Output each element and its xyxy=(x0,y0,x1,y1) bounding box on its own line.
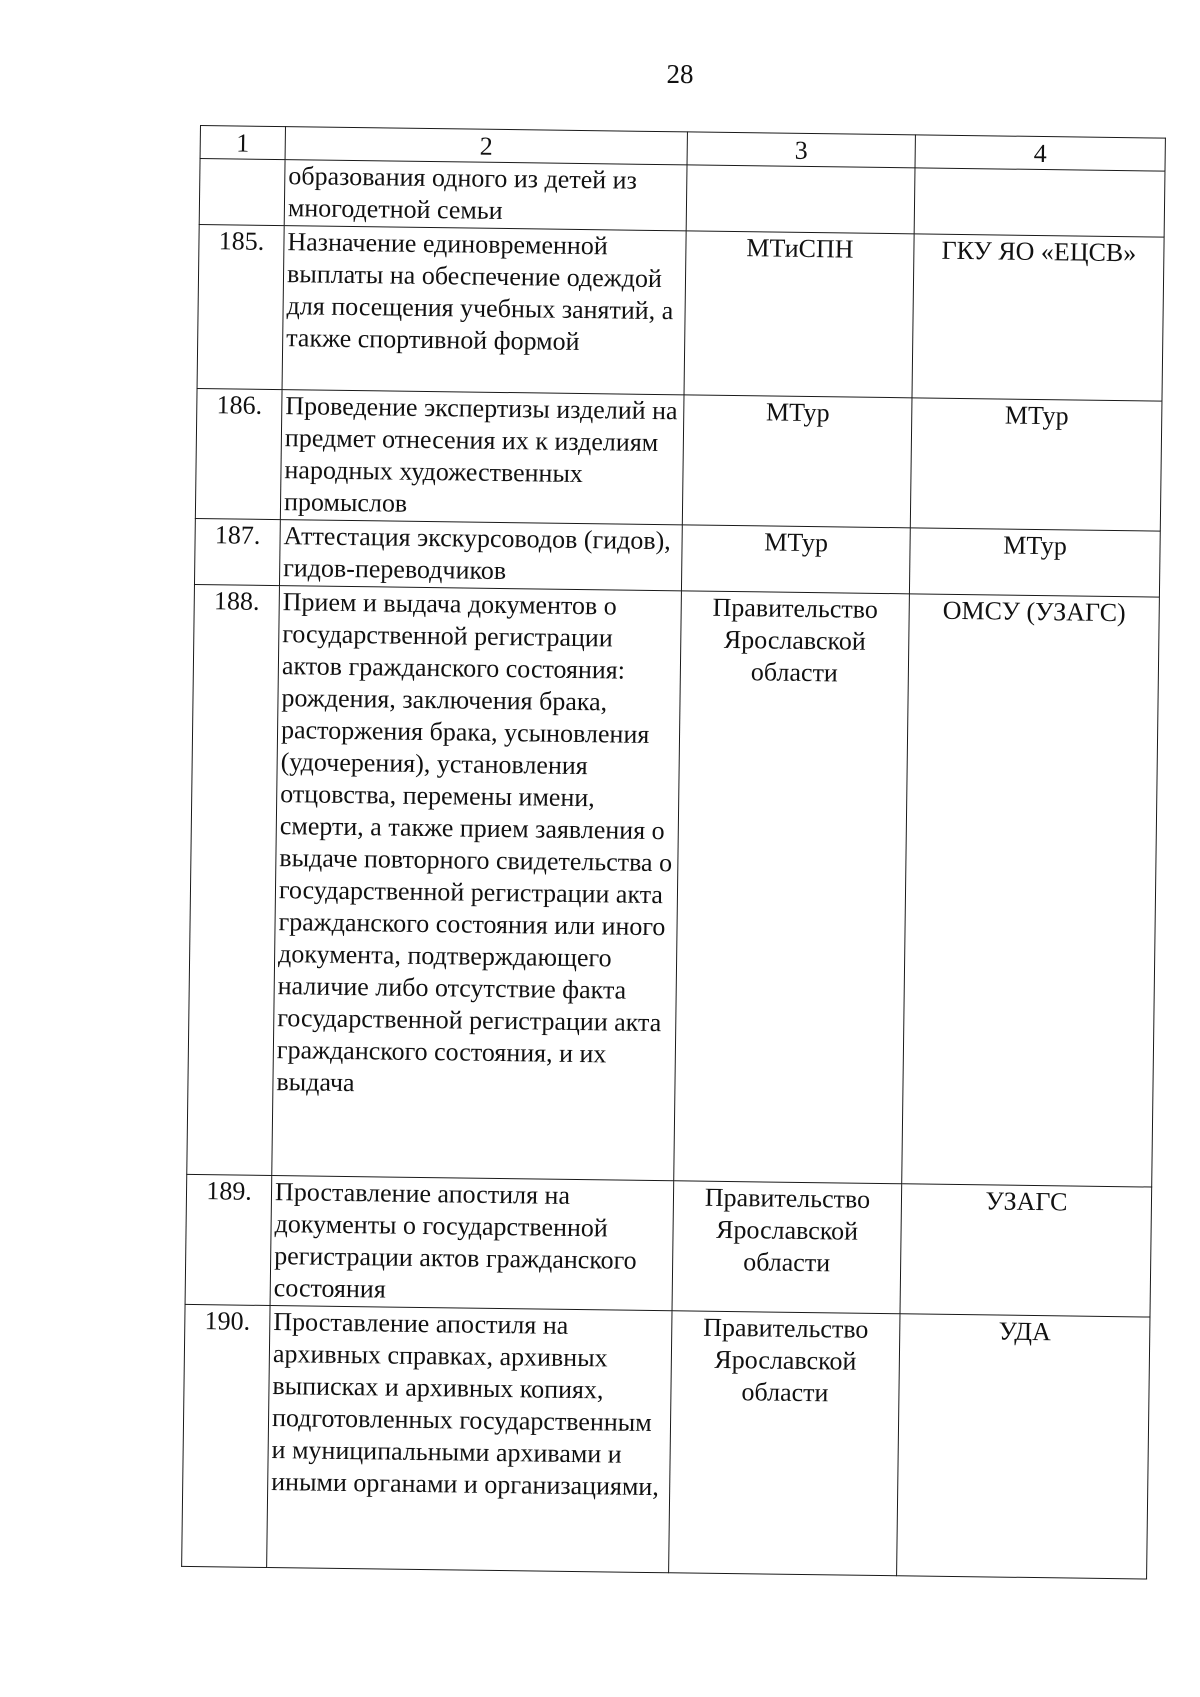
executing-body xyxy=(914,168,1165,237)
executing-body: МТур xyxy=(909,528,1160,597)
service-name: образования одного из детей из многодетной семьи xyxy=(284,160,687,231)
table-row xyxy=(197,224,1164,401)
row-number: 188. xyxy=(187,584,280,1175)
page-number: 28 xyxy=(666,59,694,89)
responsible-body: МТур xyxy=(681,525,910,594)
service-name: Аттестация экскурсоводов (гидов), гидов-переводчиков xyxy=(279,520,682,591)
table-row xyxy=(195,388,1162,531)
row-number: 185. xyxy=(197,224,284,389)
responsible-body: Правительство Ярославской области xyxy=(669,1311,900,1576)
column-header-2: 2 xyxy=(285,127,687,165)
executing-body: ОМСУ (УЗАГС) xyxy=(902,594,1160,1187)
service-name: Прием и выдача документов о государственной регистрации актов гражданского состояния: рождения, заключения брака, расторжения брака, усыновления (удочерения), установления отцовства, перемены имени, смерти, а также прием заявления о выдаче повторного свидетельства о государственной регистрации акта гражданского состояния или иного документа, подтверждающего наличие либо отсутствие факта государственной регистрации акта гражданского состояния, и их выдача xyxy=(272,586,682,1181)
responsible-body: Правительство Ярославской области xyxy=(674,591,910,1184)
service-name: Проставление апостиля на архивных справках, архивных выписках и архивных копиях, подготовленных государственным и муниципальными архивами и иными органами и организациями, xyxy=(267,1306,672,1573)
row-number: 189. xyxy=(185,1174,272,1305)
executing-body: УДА xyxy=(897,1314,1150,1579)
table-row xyxy=(194,518,1160,597)
table-row xyxy=(185,1174,1152,1317)
services-table xyxy=(181,125,1166,1580)
row-number: 187. xyxy=(194,518,280,585)
table-row xyxy=(187,584,1160,1187)
responsible-body xyxy=(686,165,915,234)
table-row xyxy=(182,1304,1150,1579)
responsible-body: Правительство Ярославской области xyxy=(672,1181,902,1314)
table-row xyxy=(199,159,1165,238)
executing-body: ГКУ ЯО «ЕЦСВ» xyxy=(912,234,1164,401)
responsible-body: МТур xyxy=(682,395,912,528)
row-number: 186. xyxy=(195,388,282,519)
executing-body: УЗАГС xyxy=(900,1184,1152,1317)
service-name: Назначение единовременной выплаты на обеспечение одеждой для посещения учебных занятий, а также спортивной формой xyxy=(282,226,686,395)
row-number: 190. xyxy=(182,1304,270,1567)
column-header-4: 4 xyxy=(915,135,1165,171)
responsible-body: МТиСПН xyxy=(684,231,914,398)
column-header-1: 1 xyxy=(200,126,285,160)
row-number xyxy=(199,159,285,226)
executing-body: МТур xyxy=(910,398,1162,531)
column-header-3: 3 xyxy=(687,132,915,168)
service-name: Проведение экспертизы изделий на предмет отнесения их к изделиям народных художественных промыслов xyxy=(280,390,684,525)
service-name: Проставление апостиля на документы о государственной регистрации актов гражданского состояния xyxy=(270,1176,674,1311)
